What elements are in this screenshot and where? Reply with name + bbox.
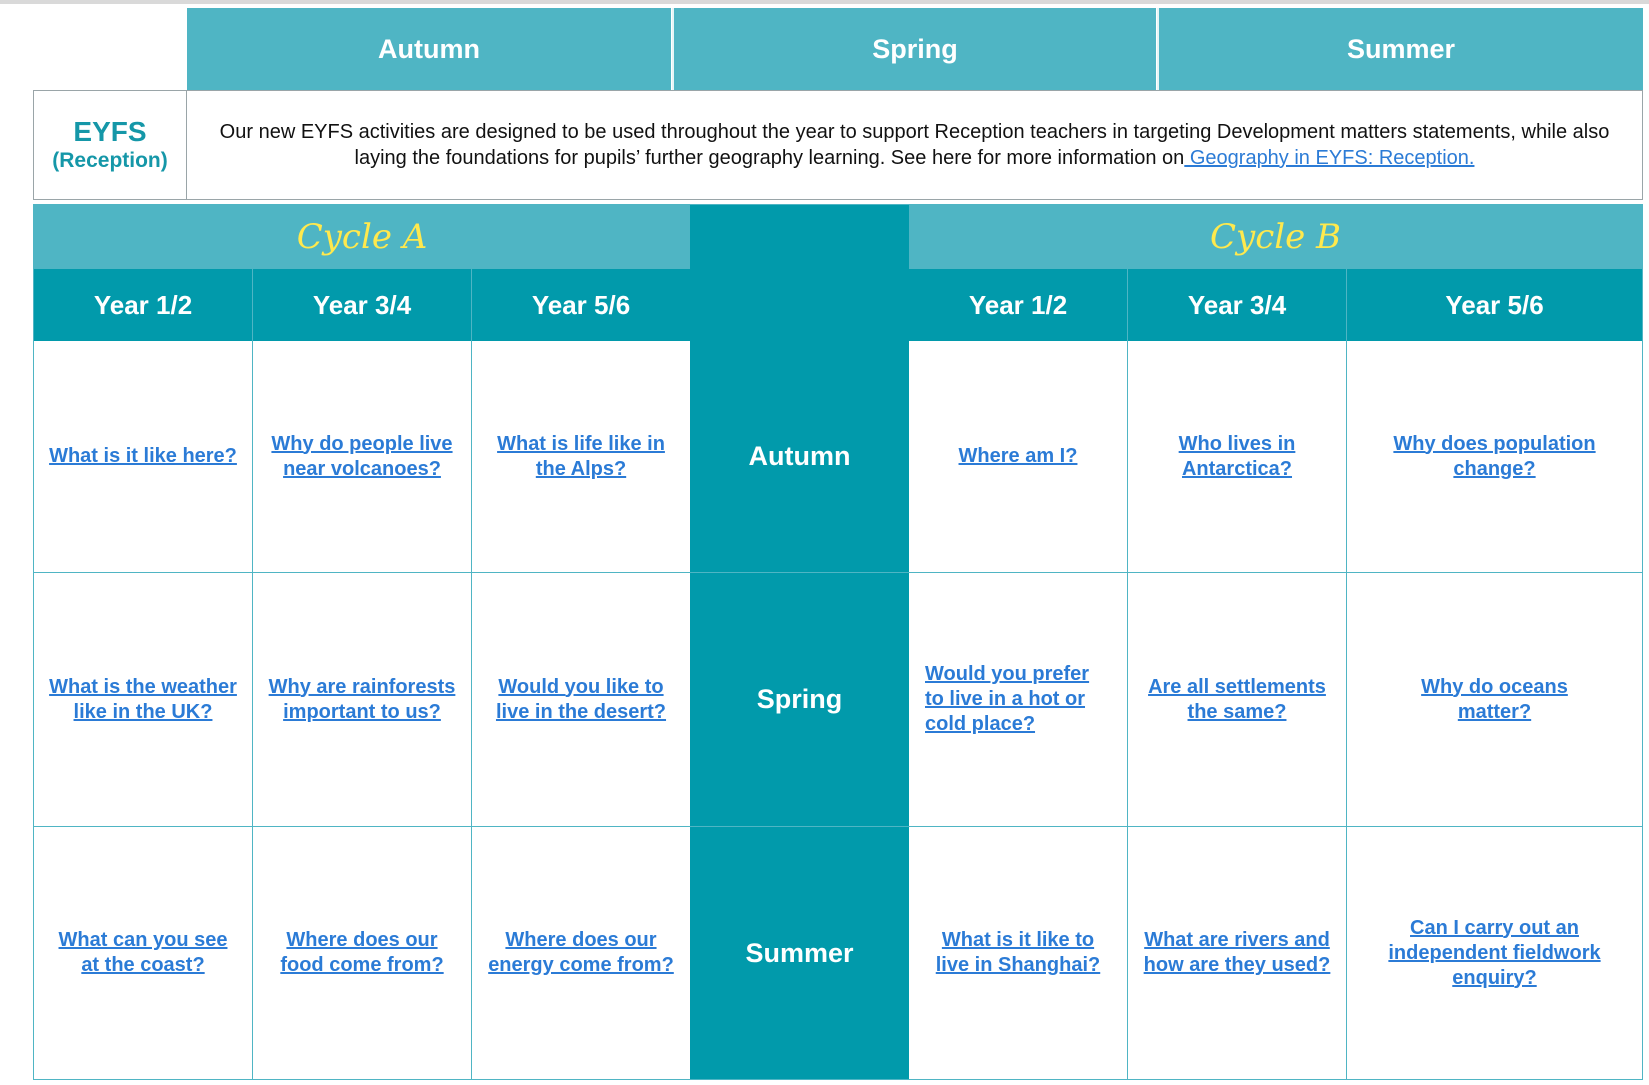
topic-link[interactable]: Who lives in Antarctica? bbox=[1178, 432, 1296, 480]
topic-link[interactable]: What is it like to live in Shanghai? bbox=[935, 929, 1101, 976]
topic-cell bbox=[34, 341, 253, 573]
topic-cell bbox=[253, 341, 472, 573]
cycle-a-title: Cycle A bbox=[34, 205, 690, 269]
topic-link[interactable]: What is life like in the Alps? bbox=[497, 432, 665, 480]
topic-cell bbox=[253, 573, 472, 827]
season-header-autumn: Autumn bbox=[187, 8, 671, 90]
topic-link[interactable]: Why do people live near volcanoes? bbox=[271, 432, 453, 480]
topic-cell bbox=[472, 573, 690, 827]
topic-cell bbox=[472, 827, 690, 1079]
cycle-a-year-1-2: Year 1/2 bbox=[34, 269, 253, 341]
season-header-summer: Summer bbox=[1157, 8, 1643, 90]
eyfs-text: Our new EYFS activities are designed to be used throughout the year to support Reception teachers in targeting Development matters statements, while also laying the foundations for pupils’ further geography learning. See here for more information on bbox=[219, 121, 1610, 169]
topic-cell bbox=[253, 827, 472, 1079]
cycle-a-year-5-6: Year 5/6 bbox=[472, 269, 690, 341]
topic-cell bbox=[909, 573, 1128, 827]
topic-cell bbox=[1128, 827, 1347, 1079]
eyfs-description-text bbox=[201, 119, 1628, 171]
topic-cell bbox=[1347, 573, 1642, 827]
topic-link[interactable]: What is the weather like in the UK? bbox=[49, 675, 237, 723]
season-label-autumn: Autumn bbox=[690, 341, 909, 573]
topic-link[interactable]: Why does population change? bbox=[1393, 432, 1596, 480]
topic-cell bbox=[909, 827, 1128, 1079]
topic-cell bbox=[1347, 341, 1642, 573]
topic-cell bbox=[34, 827, 253, 1079]
cycle-b-title: Cycle B bbox=[909, 205, 1642, 269]
topic-link[interactable]: Where am I? bbox=[958, 445, 1078, 467]
topic-cell bbox=[1128, 341, 1347, 573]
cycle-b-year-3-4: Year 3/4 bbox=[1128, 269, 1347, 341]
topic-link[interactable]: Why do oceans matter? bbox=[1421, 675, 1568, 723]
curriculum-grid bbox=[33, 204, 1643, 1080]
season-label-summer: Summer bbox=[690, 827, 909, 1079]
middle-column-header bbox=[690, 205, 909, 341]
season-header-spring: Spring bbox=[672, 8, 1156, 90]
topic-link[interactable]: Are all settlements the same? bbox=[1148, 675, 1326, 723]
cycle-b-year-1-2: Year 1/2 bbox=[909, 269, 1128, 341]
topic-link[interactable]: What are rivers and how are they used? bbox=[1143, 929, 1331, 976]
topic-link[interactable]: Can I carry out an independent fieldwork enquiry? bbox=[1388, 916, 1601, 989]
cycle-a-year-3-4: Year 3/4 bbox=[253, 269, 472, 341]
topic-cell bbox=[1347, 827, 1642, 1079]
topic-link[interactable]: Why are rainforests important to us? bbox=[268, 675, 456, 723]
eyfs-subtitle: (Reception) bbox=[52, 149, 168, 172]
topic-cell bbox=[1128, 573, 1347, 827]
topic-link[interactable]: Would you like to live in the desert? bbox=[495, 675, 667, 723]
topic-link[interactable]: What can you see at the coast? bbox=[58, 929, 228, 976]
top-divider bbox=[0, 0, 1649, 4]
season-label-spring: Spring bbox=[690, 573, 909, 827]
topic-cell bbox=[472, 341, 690, 573]
topic-link[interactable]: Would you prefer to live in a hot or cold place? bbox=[925, 663, 1090, 735]
topic-link[interactable]: Where does our energy come from? bbox=[488, 929, 674, 976]
cycle-b-year-5-6: Year 5/6 bbox=[1347, 269, 1642, 341]
eyfs-geography-link[interactable]: Geography in EYFS: Reception. bbox=[1184, 147, 1475, 169]
topic-cell bbox=[34, 573, 253, 827]
topic-cell bbox=[909, 341, 1128, 573]
topic-link[interactable]: Where does our food come from? bbox=[280, 929, 444, 976]
eyfs-description bbox=[187, 90, 1643, 200]
topic-link[interactable]: What is it like here? bbox=[49, 445, 237, 467]
eyfs-title: EYFS bbox=[73, 116, 147, 147]
eyfs-label bbox=[33, 90, 187, 200]
